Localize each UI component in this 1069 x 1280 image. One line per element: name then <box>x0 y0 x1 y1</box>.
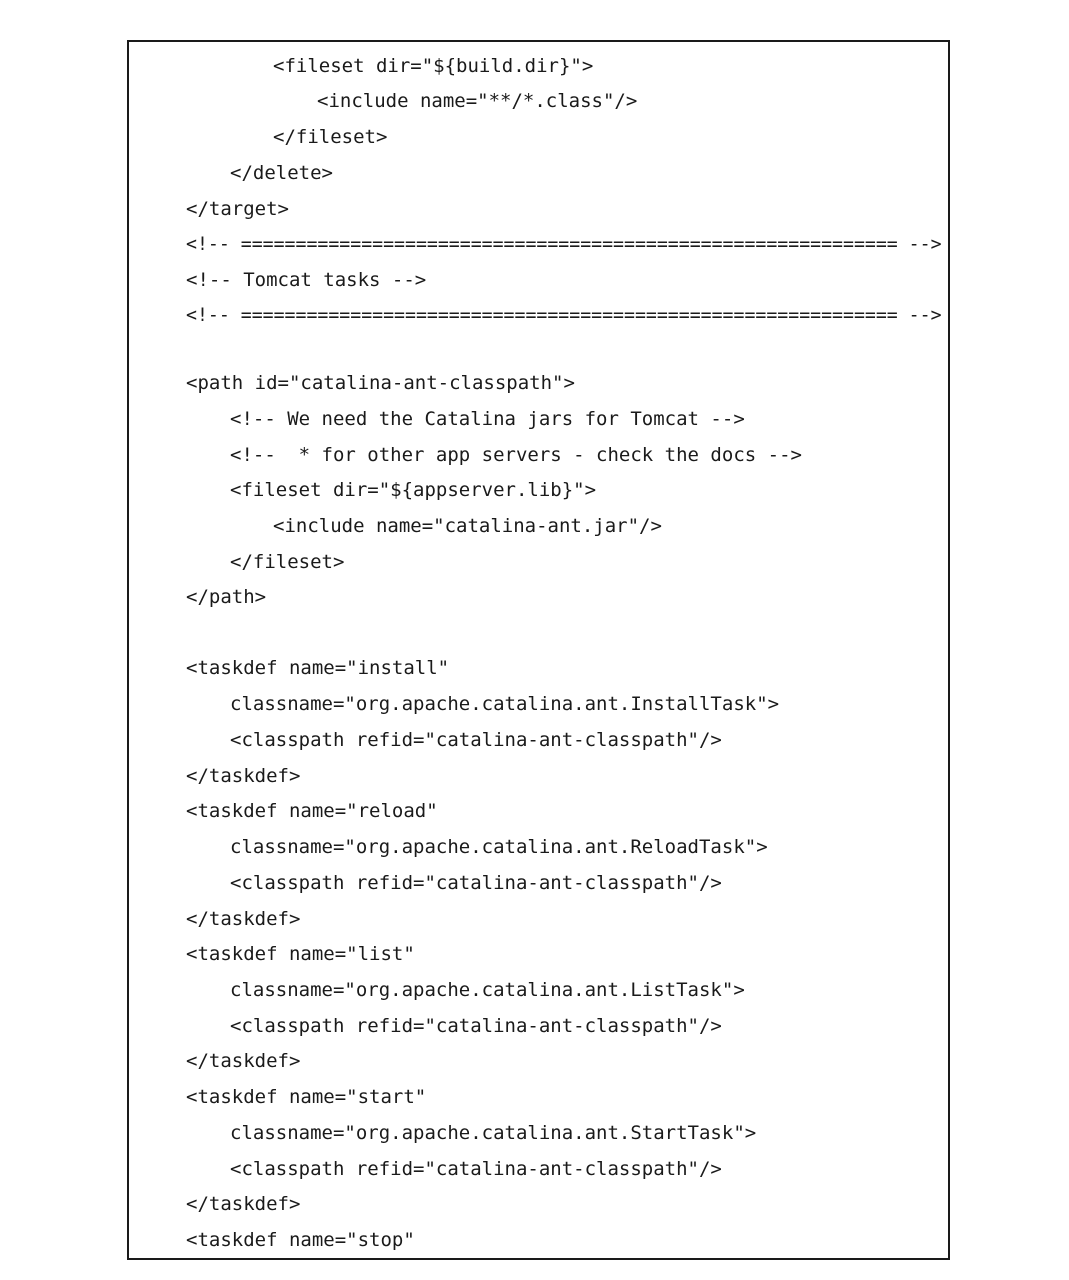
code-line: classname="org.apache.catalina.ant.InstallTask"> <box>230 693 780 715</box>
code-line: <taskdef name="install" <box>186 657 450 679</box>
code-line: <taskdef name="stop" <box>186 1229 415 1251</box>
code-line: <fileset dir="${build.dir}"> <box>273 55 594 77</box>
code-line: <taskdef name="start" <box>186 1086 427 1108</box>
code-line: <taskdef name="reload" <box>186 800 438 822</box>
code-line: classname="org.apache.catalina.ant.StartTask"> <box>230 1122 757 1144</box>
code-line: <classpath refid="catalina-ant-classpath"/> <box>230 729 722 751</box>
code-line: </taskdef> <box>186 1193 301 1215</box>
code-line: classname="org.apache.catalina.ant.ListTask"> <box>230 979 745 1001</box>
code-comment-section-title: <!-- Tomcat tasks --> <box>186 269 427 291</box>
code-line: <classpath refid="catalina-ant-classpath"/> <box>230 872 722 894</box>
code-line: <taskdef name="list" <box>186 943 415 965</box>
code-line: </path> <box>186 586 267 608</box>
code-line: </delete> <box>230 162 333 184</box>
code-line: <path id="catalina-ant-classpath"> <box>186 372 575 394</box>
code-line: </fileset> <box>230 551 345 573</box>
code-line: </taskdef> <box>186 765 301 787</box>
code-line: </taskdef> <box>186 1050 301 1072</box>
code-line: </taskdef> <box>186 908 301 930</box>
code-listing-frame <box>127 40 950 1260</box>
code-line: </target> <box>186 198 289 220</box>
code-line: <classpath refid="catalina-ant-classpath"/> <box>230 1015 722 1037</box>
code-comment: <!-- * for other app servers - check the docs --> <box>230 444 802 466</box>
code-line: <classpath refid="catalina-ant-classpath"/> <box>230 1158 722 1180</box>
code-line: classname="org.apache.catalina.ant.ReloadTask"> <box>230 836 768 858</box>
code-comment-separator: <!-- ============================================================ --> <box>186 305 942 326</box>
code-line: </fileset> <box>273 126 388 148</box>
code-comment: <!-- We need the Catalina jars for Tomcat --> <box>230 408 745 430</box>
code-comment-separator: <!-- ============================================================ --> <box>186 234 942 255</box>
code-line: <include name="**/*.class"/> <box>317 90 638 112</box>
code-line: <include name="catalina-ant.jar"/> <box>273 515 662 537</box>
code-line: <fileset dir="${appserver.lib}"> <box>230 479 597 501</box>
